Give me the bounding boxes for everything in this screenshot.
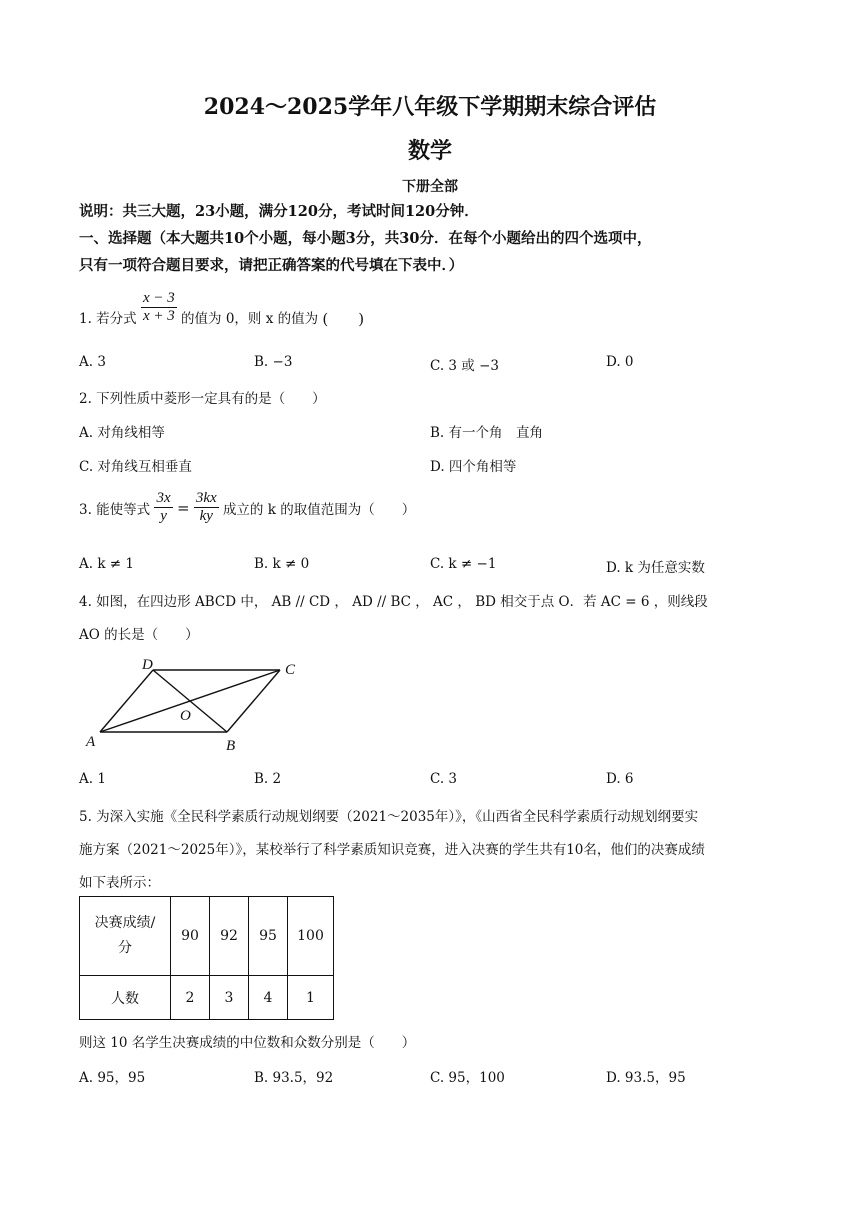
q3-option-d: D. k 为任意实数 [606, 560, 705, 576]
question-4-line1: 4. 如图，在四边形 ABCD 中， AB // CD ， AD // BC ， AC ， BD 相交于点 O．若 AC = 6 ，则线段 [79, 594, 708, 610]
q4-option-d: D. 6 [606, 771, 634, 787]
table-row-scores [80, 897, 334, 976]
vertex-label-b: B [226, 738, 236, 754]
table-header-score-line2: 分 [118, 940, 132, 956]
q3-equals: = [176, 498, 190, 517]
table-cell-count: 2 [171, 976, 210, 1020]
q3-lhs-denominator: y [154, 507, 172, 525]
table-cell-count: 3 [210, 976, 249, 1020]
q1-option-b: B. −3 [254, 354, 293, 370]
table-cell-score: 100 [288, 897, 334, 976]
q5-option-b: B. 93.5，92 [254, 1070, 334, 1086]
q1-prefix: 1. 若分式 [79, 311, 137, 327]
section-heading-line2: 只有一项符合题目要求，请把正确答案的代号填在下表中．） [79, 257, 464, 274]
question-5-line3: 如下表所示： [79, 875, 160, 891]
q2-option-d: D. 四个角相等 [430, 459, 517, 475]
q3-prefix: 3. 能使等式 [79, 501, 151, 518]
scope-label: 下册全部 [402, 179, 458, 195]
question-1 [79, 290, 364, 329]
instructions: 说明：共三大题，23小题，满分120分，考试时间120分钟． [79, 203, 479, 220]
point-label-o: O [180, 708, 191, 724]
q3-option-b: B. k ≠ 0 [254, 556, 310, 572]
vertex-label-c: C [285, 662, 296, 678]
q1-option-a: A. 3 [79, 354, 106, 370]
table-cell-count: 1 [288, 976, 334, 1020]
question-5-ask: 则这 10 名学生决赛成绩的中位数和众数分别是（ ） [79, 1035, 416, 1051]
q2-option-a: A. 对角线相等 [79, 425, 165, 441]
q2-option-c: C. 对角线互相垂直 [79, 459, 192, 475]
question-2: 2. 下列性质中菱形一定具有的是（ ） [79, 391, 326, 407]
q3-rhs-numerator: 3kx [195, 490, 217, 506]
table-cell-score: 90 [171, 897, 210, 976]
vertex-label-a: A [86, 734, 96, 750]
table-row-counts [80, 976, 334, 1020]
q3-rhs-denominator: ky [194, 507, 219, 525]
question-5-line2: 施方案（2021～2025年）》，某校举行了科学素质知识竞赛，进入决赛的学生共有10名，他们的决赛成绩 [79, 842, 705, 858]
q3-lhs-numerator: 3x [156, 490, 171, 506]
table-cell-score: 95 [249, 897, 288, 976]
q4-option-a: A. 1 [79, 771, 106, 787]
subject-title: 数学 [407, 138, 452, 164]
q5-option-c: C. 95，100 [430, 1070, 505, 1086]
vertex-label-d: D [142, 657, 153, 673]
q2-option-b: B. 有一个角 直角 [430, 425, 544, 441]
question-3 [79, 490, 415, 525]
q3-lhs-fraction [154, 490, 172, 525]
exam-title: 2024～2025学年八年级下学期期末综合评估 [203, 94, 657, 120]
q1-suffix: 的值为 0，则 x 的值为 [181, 311, 319, 327]
q4-option-c: C. 3 [430, 771, 458, 787]
question-4-line2: AO 的长是（ ） [79, 627, 199, 643]
q1-option-d: D. 0 [606, 354, 634, 370]
table-cell-count: 4 [249, 976, 288, 1020]
q1-fraction-numerator: x − 3 [142, 290, 175, 306]
q3-suffix: 成立的 k 的取值范围为（ ） [222, 501, 416, 518]
parallelogram-figure [80, 650, 310, 755]
q5-option-d: D. 93.5，95 [606, 1070, 686, 1086]
q3-option-c: C. k ≠ −1 [430, 556, 497, 572]
q1-option-c: C. 3 或 −3 [430, 358, 500, 374]
q3-option-a: A. k ≠ 1 [79, 556, 134, 572]
table-header-score [80, 897, 171, 976]
table-cell-score: 92 [210, 897, 249, 976]
q3-rhs-fraction [194, 490, 219, 525]
q1-fraction [141, 290, 177, 325]
q1-answer-paren: ( ) [322, 310, 365, 328]
section-heading-line1: 一、选择题（本大题共10个小题，每小题3分，共30分．在每个小题给出的四个选项中， [79, 230, 652, 247]
question-5-line1: 5. 为深入实施《全民科学素质行动规划纲要（2021～2035年）》，《山西省全民科学素质行动规划纲要实 [79, 809, 699, 825]
table-header-score-line1: 决赛成绩/ [94, 915, 156, 931]
q4-option-b: B. 2 [254, 771, 282, 787]
table-header-count: 人数 [80, 976, 171, 1020]
q5-option-a: A. 95，95 [79, 1070, 146, 1086]
score-table [79, 896, 334, 1020]
q1-fraction-denominator: x + 3 [142, 308, 175, 324]
